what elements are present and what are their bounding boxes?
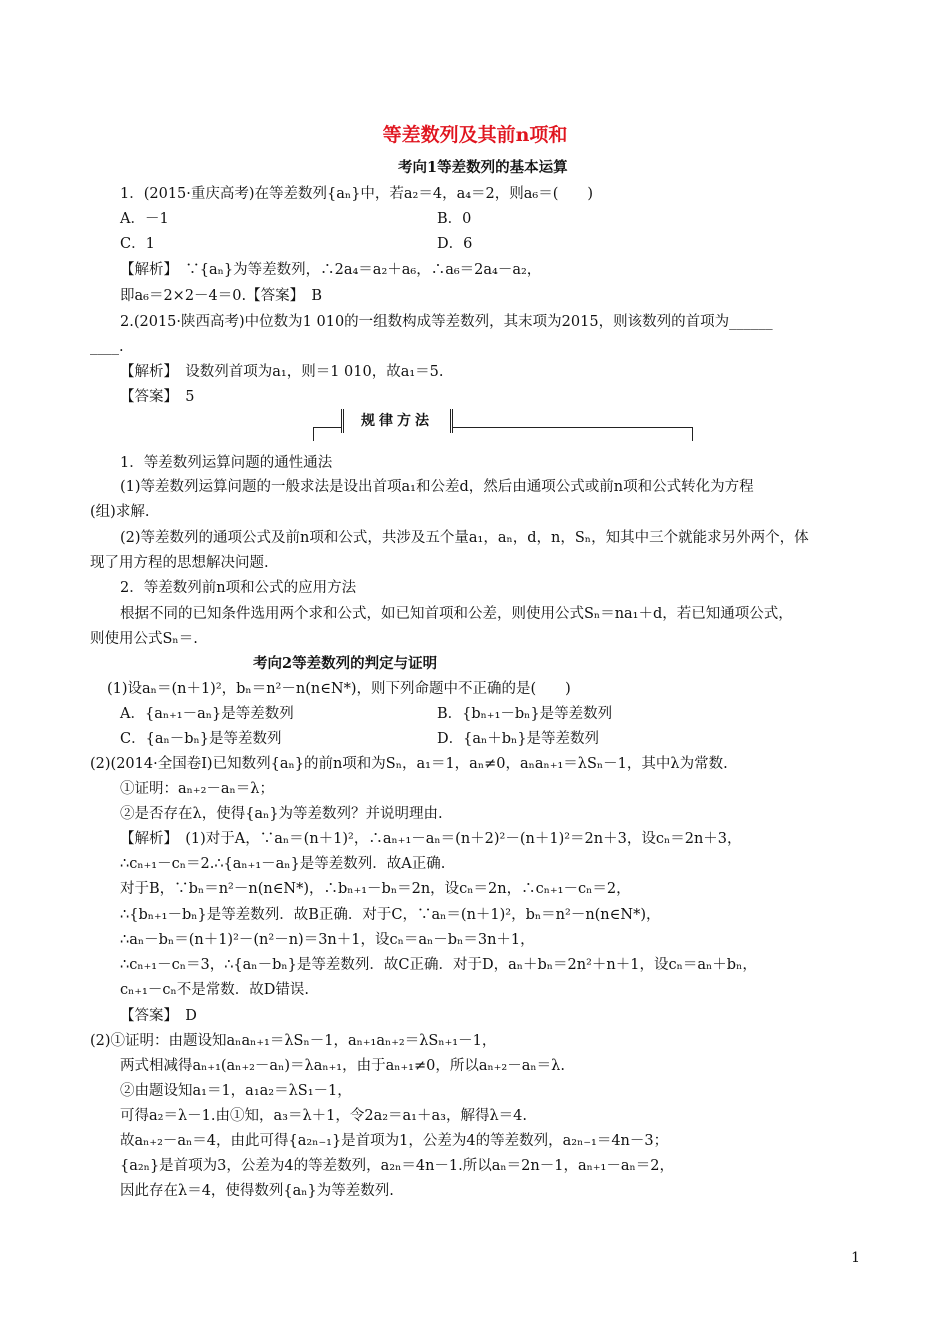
text-line: D．6 bbox=[437, 236, 473, 252]
text-line: ②是否存在λ，使得{aₙ}为等差数列？并说明理由. bbox=[120, 806, 443, 822]
method-box-right-tick bbox=[692, 427, 693, 441]
text-line: ①证明：aₙ₊₂－aₙ＝λ； bbox=[120, 781, 274, 797]
text-line: 【答案】 D bbox=[120, 1008, 197, 1024]
text-line: 2．等差数列前n项和公式的应用方法 bbox=[120, 580, 357, 596]
text-line: {a₂ₙ}是首项为3，公差为4的等差数列，a₂ₙ＝4n－1.所以aₙ＝2n－1，aₙ₊₁－aₙ＝2， bbox=[120, 1158, 674, 1174]
text-line: ∴aₙ－bₙ＝(n＋1)²－(n²－n)＝3n＋1，设cₙ＝aₙ－bₙ＝3n＋1， bbox=[120, 932, 535, 948]
method-box-left-tick bbox=[313, 427, 314, 441]
text-line: (2)(2014·全国卷Ⅰ)已知数列{aₙ}的前n项和为Sₙ，a₁＝1，aₙ≠0，aₙaₙ₊₁＝λSₙ－1，其中λ为常数. bbox=[90, 756, 728, 772]
text-line: ∴cₙ₊₁－cₙ＝3，∴{aₙ－bₙ}是等差数列．故C正确．对于D，aₙ＋bₙ＝2n²＋n＋1，设cₙ＝aₙ＋bₙ， bbox=[120, 957, 757, 973]
text-line: 【解析】 ∵{aₙ}为等差数列，∴2a₄＝a₂＋a₆，∴a₆＝2a₄－a₂， bbox=[120, 262, 542, 278]
text-line: 根据不同的已知条件选用两个求和公式，如已知首项和公差，则使用公式Sₙ＝na₁＋d，若已知通项公式， bbox=[120, 606, 793, 622]
method-box-label: 规律方法 bbox=[341, 409, 453, 433]
page-number: 1 bbox=[851, 1250, 860, 1266]
text-line: (1)等差数列运算问题的一般求法是设出首项a₁和公差d，然后由通项公式或前n项和公式转化为方程 bbox=[120, 479, 754, 495]
text-line: 两式相减得aₙ₊₁(aₙ₊₂－aₙ)＝λaₙ₊₁，由于aₙ₊₁≠0，所以aₙ₊₂－aₙ＝λ. bbox=[120, 1058, 565, 1074]
text-line: 即a₆＝2×2－4＝0.【答案】 B bbox=[120, 288, 323, 304]
text-line: (1)设aₙ＝(n＋1)²，bₙ＝n²－n(n∈N*)，则下列命题中不正确的是( ) bbox=[107, 681, 571, 697]
text-line: ∴cₙ₊₁－cₙ＝2.∴{aₙ₊₁－aₙ}是等差数列．故A正确. bbox=[120, 856, 446, 872]
section-heading: 考向2等差数列的判定与证明 bbox=[253, 655, 438, 672]
text-line: C．1 bbox=[120, 236, 155, 252]
text-line: A．{aₙ₊₁－aₙ}是等差数列 bbox=[120, 706, 294, 722]
section-heading: 考向1等差数列的基本运算 bbox=[398, 159, 568, 176]
text-line: 可得a₂＝λ－1.由①知，a₃＝λ＋1，令2a₂＝a₁＋a₃，解得λ＝4. bbox=[120, 1108, 527, 1124]
text-line: B．0 bbox=[437, 211, 472, 227]
text-line: (组)求解. bbox=[90, 504, 150, 520]
text-line: 1．(2015·重庆高考)在等差数列{aₙ}中，若a₂＝4，a₄＝2，则a₆＝( ) bbox=[120, 186, 594, 202]
text-line: (2)等差数列的通项公式及前n项和公式，共涉及五个量a₁，aₙ，d，n，Sₙ，知其中三个就能求另外两个，体 bbox=[120, 530, 809, 546]
text-line: 对于B，∵bₙ＝n²－n(n∈N*)，∴bₙ₊₁－bₙ＝2n，设cₙ＝2n，∴cₙ₊₁－cₙ＝2， bbox=[120, 881, 631, 897]
text-line: 因此存在λ＝4，使得数列{aₙ}为等差数列. bbox=[120, 1183, 394, 1199]
text-line: 2.(2015·陕西高考)中位数为1 010的一组数构成等差数列，其末项为2015，则该数列的首项为______ bbox=[120, 314, 773, 330]
text-line: ②由题设知a₁＝1，a₁a₂＝λS₁－1， bbox=[120, 1083, 352, 1099]
text-line: 【解析】 (1)对于A，∵aₙ＝(n＋1)²，∴aₙ₊₁－aₙ＝(n＋2)²－(n＋1)²＝2n＋3，设cₙ＝2n＋3， bbox=[120, 831, 742, 847]
text-line: B．{bₙ₊₁－bₙ}是等差数列 bbox=[437, 706, 613, 722]
page-title: 等差数列及其前n项和 bbox=[382, 124, 568, 146]
text-line: ∴{bₙ₊₁－bₙ}是等差数列．故B正确．对于C，∵aₙ＝(n＋1)²，bₙ＝n²－n(n∈N*)， bbox=[120, 907, 661, 923]
text-line: A．－1 bbox=[120, 211, 169, 227]
text-line: C．{aₙ－bₙ}是等差数列 bbox=[120, 731, 282, 747]
method-box-header bbox=[313, 405, 693, 443]
text-line: cₙ₊₁－cₙ不是常数．故D错误. bbox=[120, 982, 309, 998]
text-line: 1．等差数列运算问题的通性通法 bbox=[120, 455, 333, 471]
text-line: (2)①证明：由题设知aₙaₙ₊₁＝λSₙ－1，aₙ₊₁aₙ₊₂＝λSₙ₊₁－1， bbox=[90, 1033, 497, 1049]
text-line: D．{aₙ＋bₙ}是等差数列 bbox=[437, 731, 600, 747]
text-line: 【解析】 设数列首项为a₁，则＝1 010，故a₁＝5. bbox=[120, 364, 444, 380]
text-line: 则使用公式Sₙ＝. bbox=[90, 631, 198, 647]
text-line: 【答案】 5 bbox=[120, 389, 195, 405]
text-line: 现了用方程的思想解决问题. bbox=[90, 555, 269, 571]
text-line: 故aₙ₊₂－aₙ＝4，由此可得{a₂ₙ₋₁}是首项为1，公差为4的等差数列，a₂ₙ₋₁＝4n－3； bbox=[120, 1133, 669, 1149]
text-line: ____. bbox=[90, 339, 124, 355]
